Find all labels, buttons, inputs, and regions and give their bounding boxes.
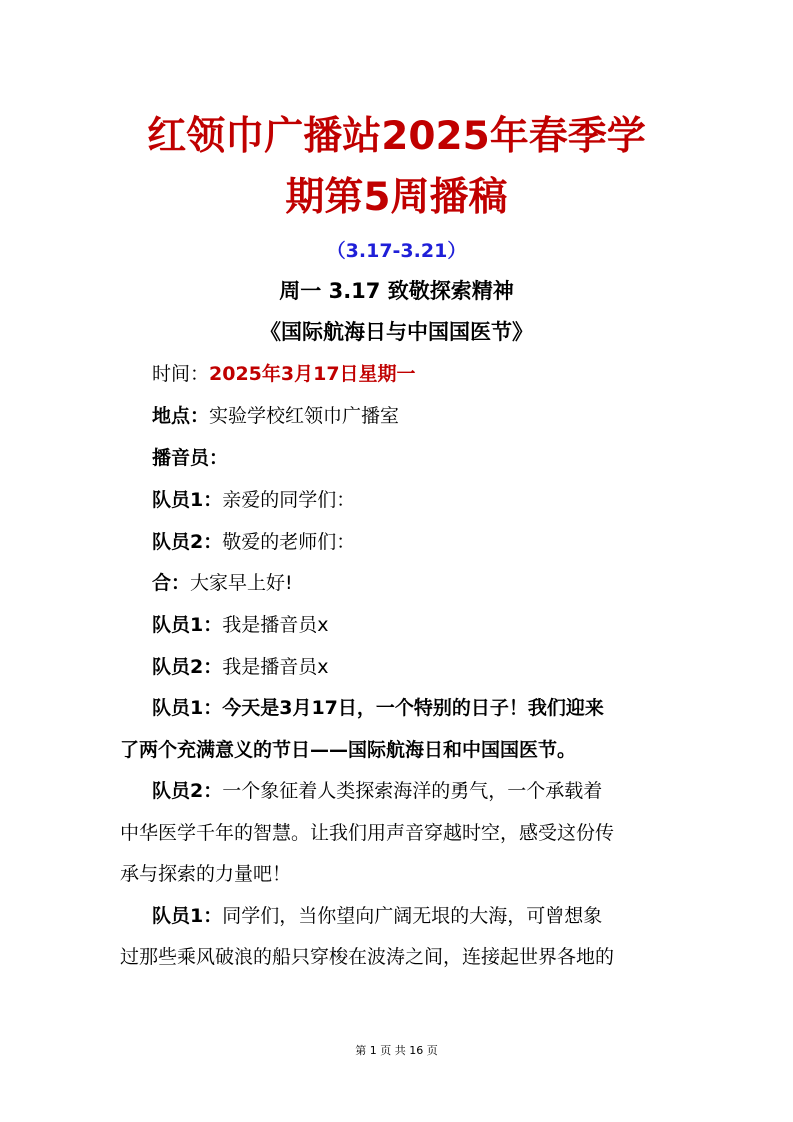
dialogue-text: 我是播音员x [222,614,329,636]
paragraph-speaker: 队员1： [152,697,223,719]
dialogue-line [152,569,293,597]
paragraph-line [152,694,604,722]
announcer-label: 播音员： [152,447,229,469]
dialogue-speaker: 队员2： [152,656,223,678]
place-value: 实验学校红领巾广播室 [209,405,400,427]
dialogue-line [152,486,355,514]
place-line [152,402,399,430]
title-line-2: 期第5周播稿 [285,175,508,220]
time-line [152,360,416,388]
paragraph-line: 了两个充满意义的节日——国际航海日和中国国医节。 [120,739,577,761]
dialogue-speaker: 队员1： [152,489,223,511]
place-label: 地点： [152,405,210,427]
page-footer: 第 1 页 共 16 页 [355,1044,438,1057]
dialogue-speaker: 合： [152,572,191,594]
paragraph-speaker: 队员2： [152,780,223,802]
paragraph-text: 同学们，当你望向广阔无垠的大海，可曾想象 [222,905,603,927]
paragraph-line: 过那些乘风破浪的船只穿梭在波涛之间，连接起世界各地的 [120,946,615,968]
dialogue-text: 敬爱的老师们： [222,531,356,553]
time-label: 时间： [152,363,210,385]
dialogue-line [152,528,355,556]
title-line-1: 红领巾广播站2025年春季学 [147,114,646,159]
paragraph-line: 承与探索的力量吧！ [120,863,292,885]
dialogue-text: 亲爱的同学们： [222,489,356,511]
dialogue-line [152,653,328,681]
date-range: （3.17-3.21） [326,240,467,262]
dialogue-speaker: 队员1： [152,614,223,636]
subtitle-theme: 《国际航海日与中国国医节》 [260,320,533,344]
dialogue-text: 我是播音员x [222,656,329,678]
paragraph-line [152,902,602,930]
time-value: 2025年3月17日星期一 [209,363,416,385]
dialogue-text: 大家早上好! [190,572,293,594]
paragraph-text: 今天是3月17日，一个特别的日子！我们迎来 [222,697,604,719]
announcer-line [152,444,228,472]
paragraph-text: 一个象征着人类探索海洋的勇气，一个承载着 [222,780,603,802]
subtitle-day: 周一 3.17 致敬探索精神 [279,279,514,303]
paragraph-speaker: 队员1： [152,905,223,927]
dialogue-line [152,611,328,639]
paragraph-line: 中华医学千年的智慧。让我们用声音穿越时空，感受这份传 [120,822,615,844]
paragraph-line [152,777,602,805]
dialogue-speaker: 队员2： [152,531,223,553]
